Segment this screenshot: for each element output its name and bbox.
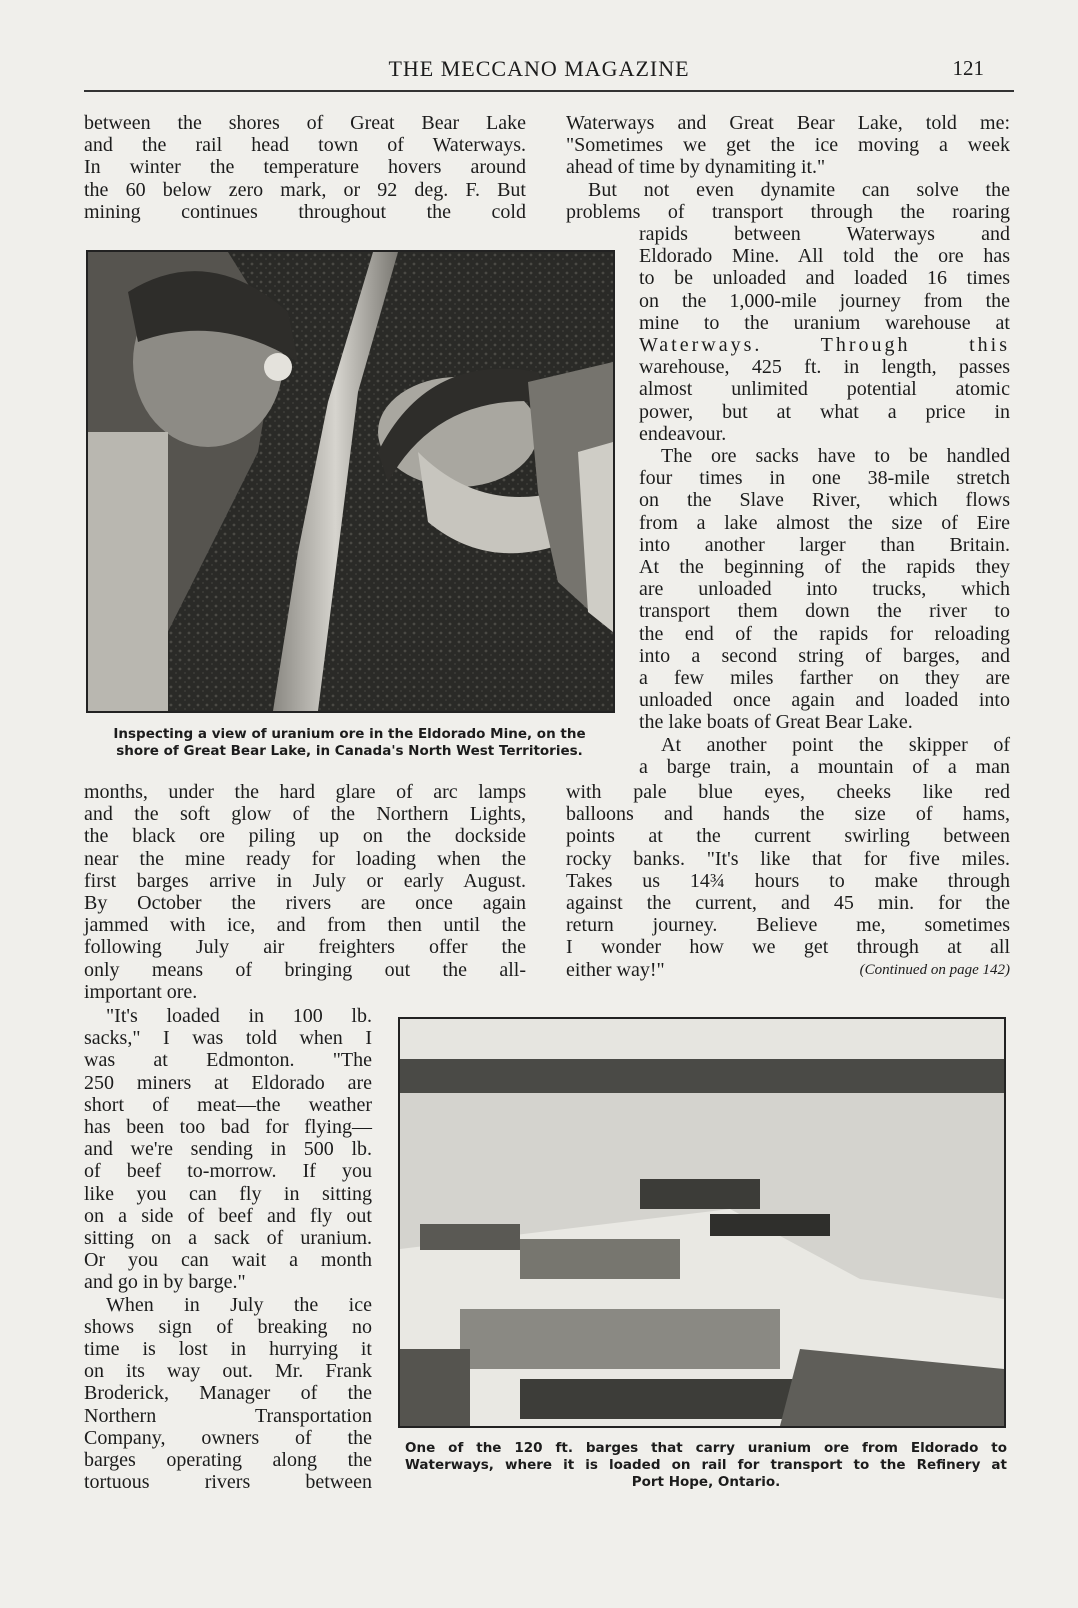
col1-mid-text: months, under the hard glare of arc lamps and the soft glow of the Northern Lights, the black ore piling up on the dockside near the mine ready for loading when the first barges arrive in July or early August. By October the rivers are once again jammed with ice, and from then until the following July air freighters offer the only means of bringing out the all- important ore. — [84, 781, 526, 1003]
barge-photo — [398, 1017, 1006, 1428]
col2-side-text: rapids between Waterways and Eldorado Mine. All told the ore has to be unloaded and loaded 16 times on the 1,000-mile journey from the mine to the uranium warehouse at Waterways. Through this warehouse, 425 ft. in length, passes almost unlimited potential atomic power, but at what a price in endeavour. The ore sacks have to be handled four times in one 38-mile stretch on the Slave River, which flows from a lake almost the size of Eire into another larger than Britain. At the beginning of the rapids they are unloaded into trucks, which transport them down the river to the end of the rapids for reloading into a second string of barges, and a few miles farther on they are unloaded once again and loaded into the lake boats of Great Bear Lake. At another point the skipper of a barge train, a mountain of a man — [639, 223, 1010, 778]
col1-narrow-text: "It's loaded in 100 lb. sacks," I was told when I was at Edmonton. "The 250 miners at Eldorado are short of meat—the weather has been too bad for flying— and we're sending in 500 lb. of beef to-morrow. If you like you can fly in sitting on a side of beef and fly out sitting on a sack of uranium. Or you can wait a month and go in by barge." When in July the ice shows sign of breaking no time is lost in hurrying it on its way out. Mr. Frank Broderick, Manager of the Northern Transportation Company, owners of the barges operating along the tortuous rivers between — [84, 1005, 372, 1494]
col1-top-text: between the shores of Great Bear Lake and the rail head town of Waterways. In winter the temperature hovers around the 60 below zero mark, or 92 deg. F. But mining continues throughout the cold — [84, 112, 526, 223]
mine-photo-caption: Inspecting a view of uranium ore in the Eldorado Mine, on the shore of Great Bear Lake, in Canada's North West Territories. — [113, 726, 586, 759]
final-line: either way!" — [566, 958, 665, 981]
page-number: 121 — [952, 56, 984, 80]
continued-note: (Continued on page 142) — [859, 961, 1010, 978]
mine-photo — [86, 250, 615, 713]
col2-top-text: Waterways and Great Bear Lake, told me: "Sometimes we get the ice moving a week ahead of time by dynamiting it." But not even dynamite can solve the problems of transport through the roaring — [566, 112, 1010, 223]
running-title: THE MECCANO MAGAZINE — [388, 56, 690, 81]
header-rule — [84, 90, 1014, 92]
barge-photo-caption: One of the 120 ft. barges that carry uranium ore from Eldorado to Waterways, where it is loaded on rail for transport to the Refinery at Port Hope, Ontario. — [405, 1440, 1007, 1490]
col2-bottom-text: with pale blue eyes, cheeks like red balloons and hands the size of hams, points at the current swirling between rocky banks. "It's like that for five miles. Takes us 14¾ hours to make through against the current, and 45 min. for the return journey. Believe me, sometimes I wonder how we get through at all either way!" (Continued on page 142) — [566, 781, 1010, 981]
